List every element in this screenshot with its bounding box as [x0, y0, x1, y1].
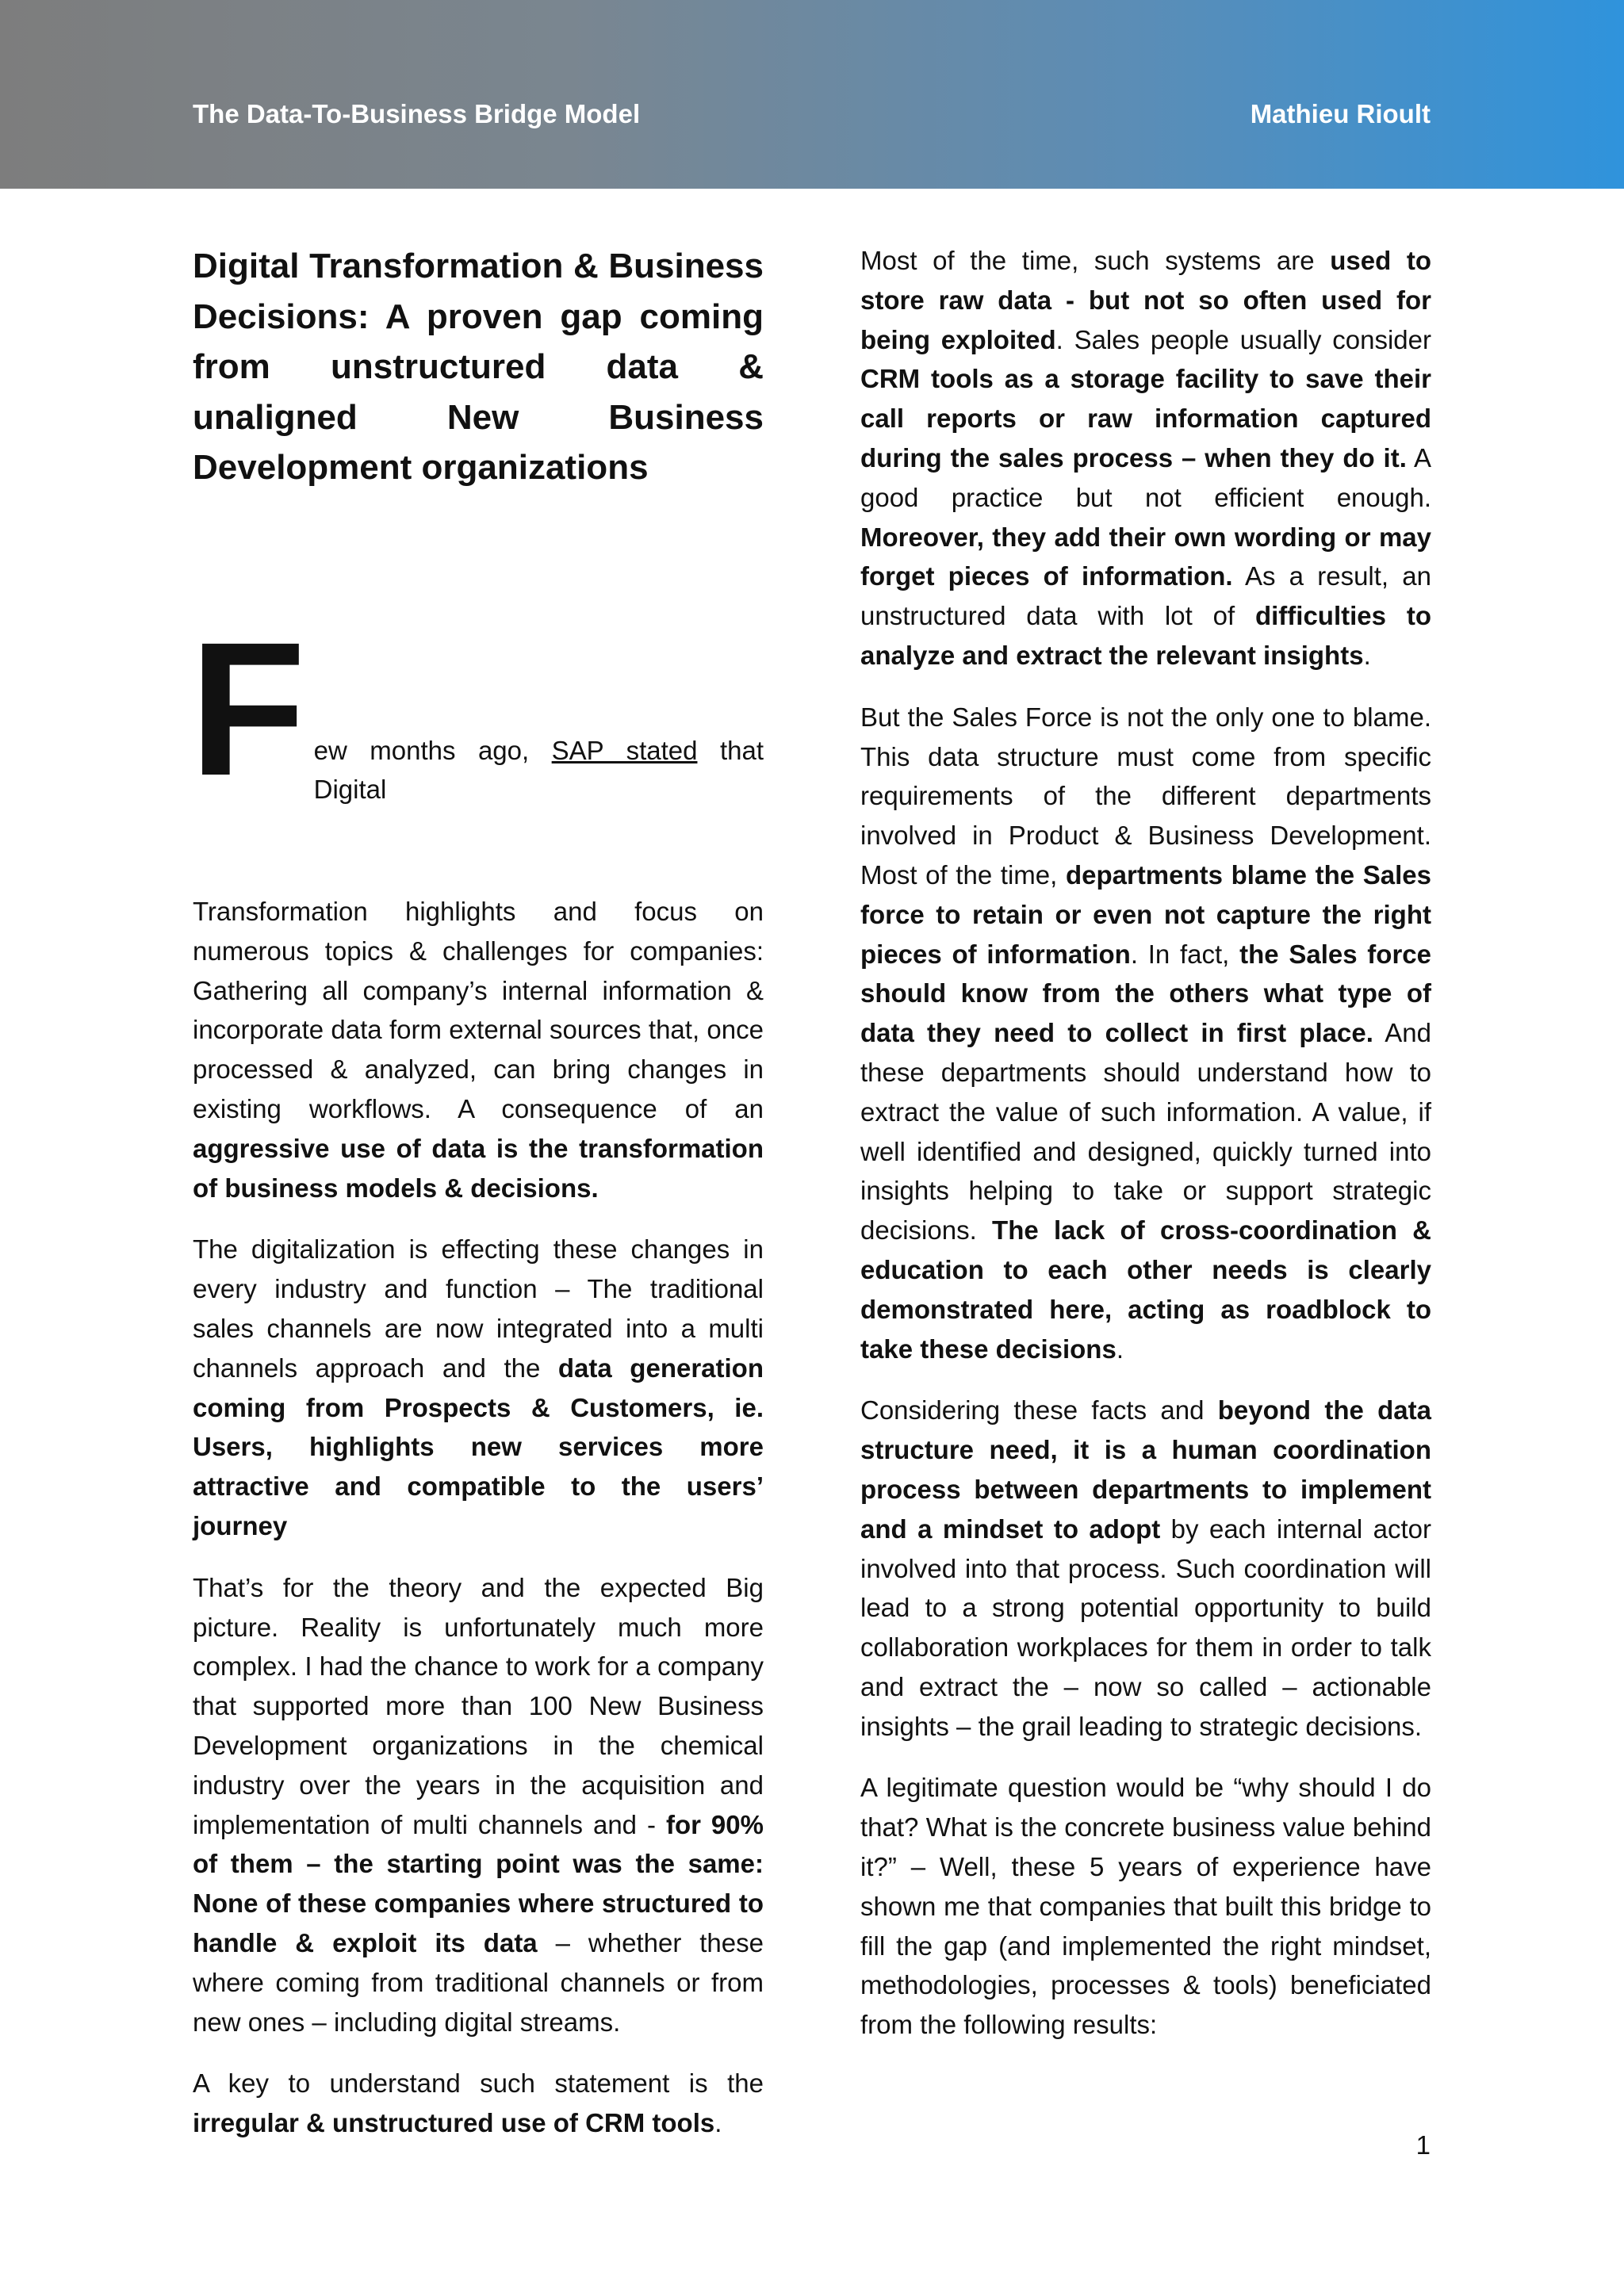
intro-text: ew months ago, [313, 735, 552, 765]
text-run: . [1363, 640, 1371, 670]
paragraph-sales-force [860, 698, 1431, 1369]
text-run: by each internal actor involved into that process. Such coordination will lead to a strong potential opportunity to build collaboration workplaces for them in order to talk and extract the – now so called – actionable insights – the grail leading to strategic decisions. [860, 1513, 1431, 1741]
bold-run: data generation coming from Prospects & Customers, ie. Users, highlights new services more attractive and compatible to the users’ journey [193, 1353, 764, 1541]
text-run: That’s for the theory and the expected Big picture. Reality is unfortunately much more complex. I had the chance to work for a company that supported more than 100 New Business Development organizations in the chemical industry over the years in the acquisition and implementation of multi channels and - [193, 1572, 764, 1839]
bold-run: CRM tools as a storage facility to save their call reports or raw information captured during the sales process – when they do it. [860, 364, 1431, 473]
bold-run: beyond the data structure need, it is a human coordination process between departments to implement and a mindset to adopt [860, 1395, 1431, 1544]
paragraph-crm-key [193, 2064, 764, 2143]
text-run: . Sales people usually consider [1055, 324, 1431, 354]
text-run: Transformation highlights and focus on numerous topics & challenges for companies: Gathering all company’s internal information & incorporate data form external sources that, once processed & analyzed, can bring changes in existing workflows. A consequence of an [193, 897, 764, 1124]
left-column [190, 241, 764, 2165]
intro-paragraph [190, 602, 764, 815]
text-run: As a result, an unstructured data with lot of [860, 561, 1431, 631]
bold-run: departments blame the Sales force to retain or even not capture the right pieces of information [860, 859, 1432, 969]
bold-run: irregular & unstructured use of CRM tools [193, 2108, 715, 2138]
bold-run: The lack of cross-coordination & education to each other needs is clearly demonstrated here, acting as roadblock to take these decisions [860, 1215, 1431, 1364]
bold-run: for 90% of them – the starting point was the same: None of these companies where structured to handle & exploit its data [193, 1809, 764, 1958]
paragraph-coordination [860, 1391, 1431, 1746]
text-run: A good practice but not efficient enough. [860, 442, 1432, 512]
text-run: And these departments should understand how to extract the value of such information. A value, if well identified and designed, quickly turned into insights helping to take or support strategic decisions. [860, 1018, 1431, 1246]
text-run: . In fact, [1130, 939, 1240, 969]
paragraph-digitalization [193, 1230, 764, 1545]
text-run: A key to understand such statement is the [193, 2068, 764, 2099]
text-run: . [714, 2108, 722, 2138]
sap-stated-link[interactable]: SAP stated [551, 735, 698, 765]
bold-run: used to store raw data - but not so often used for being exploited [860, 246, 1431, 354]
text-run: . [1116, 1334, 1124, 1364]
page-number: 1 [1415, 2130, 1431, 2160]
paragraph-theory [193, 1568, 764, 2042]
bold-run: difficulties to analyze and extract the relevant insights [860, 601, 1431, 670]
intro-text-end: that Digital [313, 735, 764, 805]
paragraph-systems [860, 241, 1431, 675]
bold-run: Moreover, they add their own wording or may forget pieces of information. [860, 522, 1431, 591]
document-title: The Data-To-Business Bridge Model [193, 99, 641, 128]
paragraph-business-value: A legitimate question would be “why should I do that? What is the concrete business value behind it?” – Well, these 5 years of experience have shown me that companies that built this bridge to fill the gap (and implemented the right mindset, methodologies, processes & tools) beneficiated from the following results: [860, 1773, 1431, 2040]
text-run: Considering these facts and [860, 1395, 1218, 1425]
text-run: – whether these where coming from traditional channels or from new ones – including digital streams. [193, 1928, 764, 2037]
article-title: Digital Transformation & Business Decisions: A proven gap coming from unstructured data & unaligned New Business Development organizations [193, 247, 764, 487]
paragraph-transformation [193, 832, 764, 1207]
bold-run: aggressive use of data is the transformation of business models & decisions. [193, 1133, 764, 1203]
text-run: Most of the time, such systems are [860, 246, 1331, 275]
author-name: Mathieu Rioult [1250, 99, 1431, 128]
bold-run: the Sales force should know from the others what type of data they need to collect in first place. [860, 939, 1431, 1048]
text-run: The digitalization is effecting these changes in every industry and function – The traditional sales channels are now integrated into a multi channels approach and the [193, 1234, 764, 1383]
dropcap-letter: F [190, 602, 306, 815]
header-band [0, 0, 1624, 189]
text-run: But the Sales Force is not the only one to blame. This data structure must come from specific requirements of the different departments involved in Product & Business Development. Most of the time, [860, 702, 1431, 890]
right-column [860, 241, 1431, 2067]
